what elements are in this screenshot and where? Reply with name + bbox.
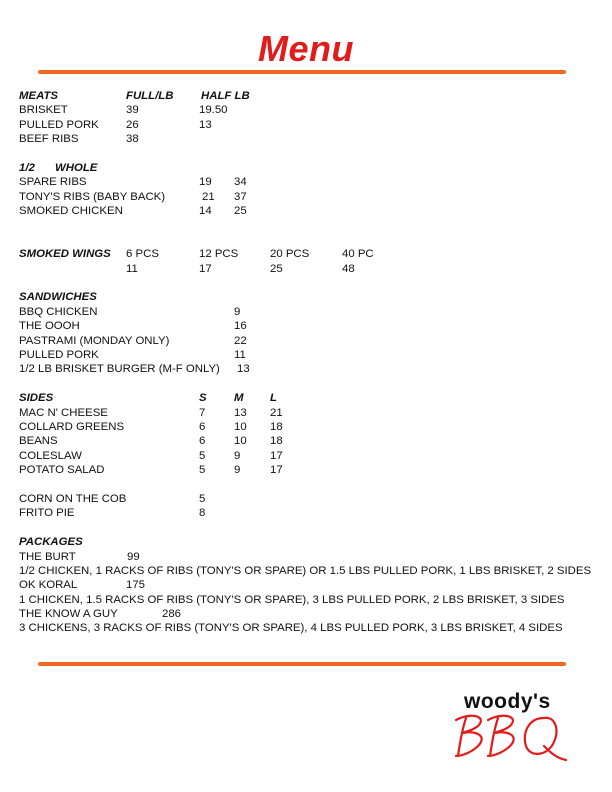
item-price-large: 18 — [270, 435, 283, 448]
item-price-half: 19 — [199, 176, 212, 189]
item-name: SPARE RIBS — [19, 176, 87, 189]
item-price-full: 26 — [126, 118, 139, 131]
package-price: 175 — [126, 579, 146, 592]
menu-row — [19, 319, 599, 333]
item-price-half: 13 — [199, 118, 212, 131]
menu-row — [19, 348, 599, 362]
item-name: POTATO SALAD — [19, 464, 105, 477]
item-price-half: 14 — [199, 205, 212, 218]
item-name: COLLARD GREENS — [19, 421, 125, 433]
wings-size: 20 PCS — [270, 248, 310, 261]
woodys-bbq-logo — [452, 690, 572, 762]
item-price-medium: 10 — [234, 435, 247, 448]
menu-row — [19, 132, 599, 146]
item-price-half: 21 — [202, 190, 215, 203]
package-description: 1 CHICKEN, 1.5 RACKS OF RIBS (TONY'S OR SPARE), 3 LBS PULLED PORK, 2 LBS BRISKET, 3 SIDES — [19, 593, 565, 606]
item-price-medium: 9 — [234, 464, 241, 477]
packages-title: PACKAGES — [19, 536, 83, 549]
wings-price: 48 — [342, 262, 355, 275]
menu-row — [19, 420, 599, 434]
menu-row — [19, 103, 599, 117]
item-price: 22 — [234, 334, 247, 347]
package-name: THE BURT — [19, 550, 76, 563]
bottom-divider — [38, 662, 566, 666]
menu-row — [19, 449, 599, 463]
menu-row — [19, 175, 599, 189]
wings-size: 6 PCS — [126, 248, 159, 261]
package-price: 286 — [162, 608, 182, 621]
item-price: 16 — [234, 320, 247, 333]
item-name: COLESLAW — [19, 449, 82, 462]
wings-price: 17 — [199, 262, 212, 275]
menu-row — [19, 204, 599, 218]
menu-row — [19, 492, 599, 506]
page-title: Menu — [258, 28, 354, 69]
item-price-whole: 37 — [234, 190, 247, 203]
item-name: PULLED PORK — [19, 118, 99, 131]
wings-prices-row — [19, 262, 599, 276]
wings-size: 40 PC — [342, 248, 374, 261]
item-price-large: 17 — [270, 464, 283, 477]
menu-body — [19, 89, 599, 636]
sandwiches-header — [19, 290, 599, 304]
menu-row — [19, 506, 599, 520]
item-price-whole: 34 — [234, 176, 247, 189]
item-price-large: 18 — [270, 421, 283, 433]
sides-col-medium: M — [234, 392, 244, 405]
wings-price: 11 — [126, 262, 138, 275]
menu-row — [19, 406, 599, 420]
meats-header — [19, 89, 599, 103]
item-price: 11 — [234, 349, 246, 362]
ribs-col-half: 1/2 — [19, 161, 35, 174]
menu-row — [19, 305, 599, 319]
item-name: BEEF RIBS — [19, 133, 79, 146]
item-name: SMOKED CHICKEN — [19, 205, 123, 218]
menu-row — [19, 362, 599, 376]
package-description: 3 CHICKENS, 3 RACKS OF RIBS (TONY'S OR SPARE), 4 LBS PULLED PORK, 3 LBS BRISKET, 4 SIDES — [19, 622, 563, 635]
package-row — [19, 607, 599, 621]
packages-header — [19, 535, 599, 549]
item-price-small: 5 — [199, 464, 206, 477]
sides-col-large: L — [270, 392, 277, 405]
wings-sizes-row — [19, 247, 599, 261]
item-name: FRITO PIE — [19, 507, 75, 520]
package-row — [19, 550, 599, 564]
top-divider — [38, 70, 566, 74]
item-price: 13 — [237, 363, 250, 376]
meats-col-half: HALF LB — [201, 90, 250, 102]
ribs-header — [19, 161, 599, 175]
item-name: CORN ON THE COB — [19, 492, 127, 505]
item-name: PULLED PORK — [19, 349, 99, 362]
package-row — [19, 578, 599, 592]
item-price-medium: 10 — [234, 421, 247, 433]
item-name: BRISKET — [19, 104, 68, 117]
item-name: 1/2 LB BRISKET BURGER (M-F ONLY) — [19, 363, 220, 376]
sides-title: SIDES — [19, 392, 54, 405]
item-price-medium: 13 — [234, 406, 247, 419]
package-name: OK KORAL — [19, 579, 78, 592]
menu-row — [19, 463, 599, 477]
item-price-medium: 9 — [234, 449, 241, 462]
item-price: 5 — [199, 492, 206, 505]
item-price-whole: 25 — [234, 205, 247, 218]
menu-row — [19, 118, 599, 132]
wings-title: SMOKED WINGS — [19, 248, 111, 261]
item-price-half: 19.50 — [199, 104, 228, 117]
meats-title: MEATS — [19, 90, 59, 102]
item-name: BEANS — [19, 435, 58, 448]
item-price: 8 — [199, 507, 206, 520]
item-price-large: 17 — [270, 449, 283, 462]
wings-price: 25 — [270, 262, 283, 275]
item-price: 9 — [234, 305, 241, 318]
item-price-full: 38 — [126, 133, 139, 146]
item-name: THE OOOH — [19, 320, 80, 333]
ribs-col-whole: WHOLE — [55, 161, 98, 174]
sides-col-small: S — [199, 392, 207, 405]
item-name: TONY'S RIBS (BABY BACK) — [19, 190, 166, 203]
package-description: 1/2 CHICKEN, 1 RACKS OF RIBS (TONY'S OR SPARE) OR 1.5 LBS PULLED PORK, 1 LBS BRISKET, 2 SIDES — [19, 564, 592, 577]
item-price-small: 6 — [199, 421, 206, 433]
item-price-large: 21 — [270, 406, 283, 419]
menu-row — [19, 334, 599, 348]
item-price-full: 39 — [126, 104, 139, 117]
item-price-small: 5 — [199, 449, 206, 462]
package-name: THE KNOW A GUY — [19, 608, 118, 621]
sandwiches-title: SANDWICHES — [19, 291, 97, 304]
package-price: 99 — [127, 550, 140, 563]
item-name: MAC N' CHEESE — [19, 406, 108, 419]
menu-row — [19, 190, 599, 204]
meats-col-full: FULL/LB — [126, 90, 174, 102]
logo-wordmark: woody's — [464, 690, 551, 713]
wings-size: 12 PCS — [199, 248, 239, 261]
logo-bbq-script — [452, 706, 572, 764]
item-name: BBQ CHICKEN — [19, 305, 98, 318]
menu-row — [19, 434, 599, 448]
sides-header — [19, 391, 599, 405]
item-name: PASTRAMI (MONDAY ONLY) — [19, 334, 170, 347]
item-price-small: 7 — [199, 406, 206, 419]
item-price-small: 6 — [199, 435, 206, 448]
